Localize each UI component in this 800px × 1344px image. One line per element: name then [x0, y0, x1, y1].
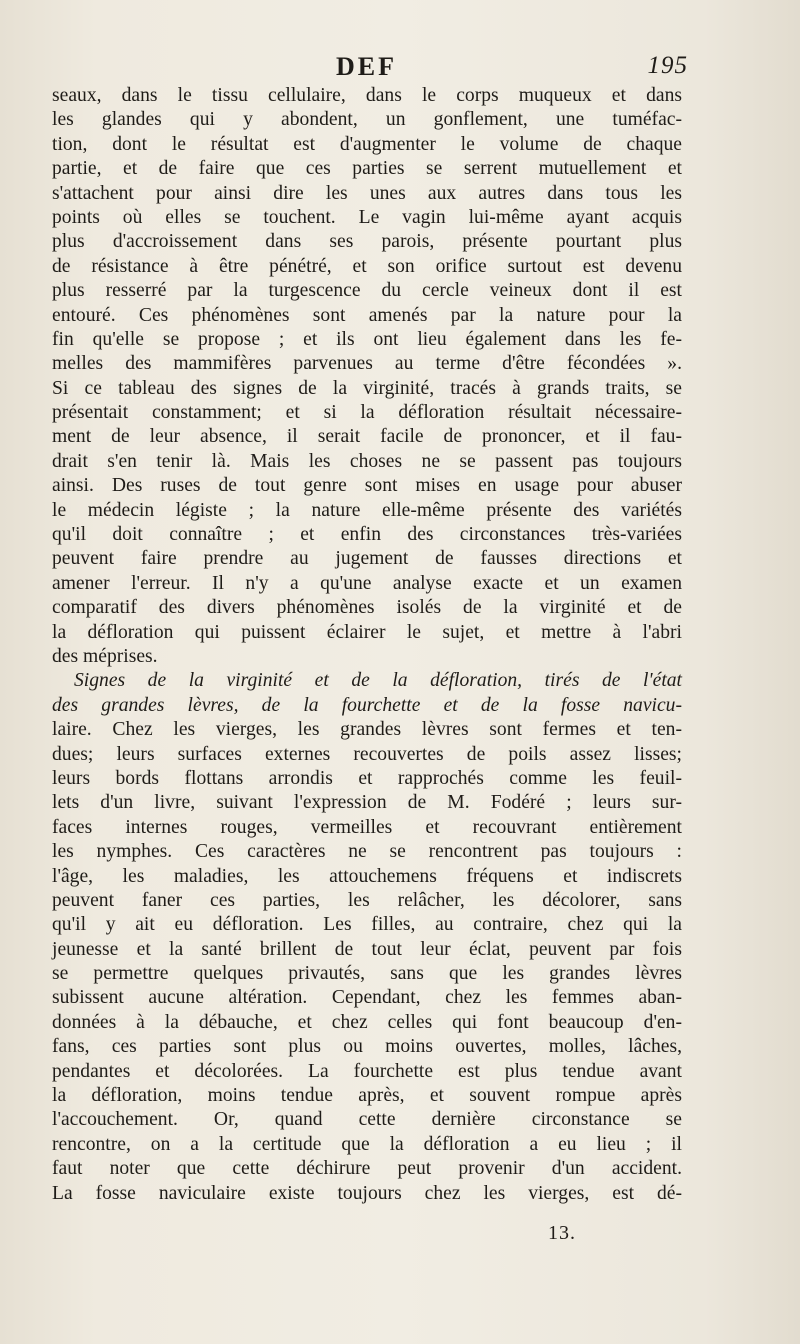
page-number: 195 [647, 52, 688, 79]
text-line: faces internes rouges, vermeilles et recouvrant entièrement [52, 816, 682, 838]
text-line: peuvent faner ces parties, les relâcher, les décolorer, sans [52, 889, 682, 911]
text-line: drait s'en tenir là. Mais les choses ne se passent pas toujours [52, 450, 682, 472]
text-line: ainsi. Des ruses de tout genre sont mises en usage pour abuser [52, 475, 682, 497]
text-line: dues; leurs surfaces externes recouvertes de poils assez lisses; [52, 743, 682, 765]
page-header [0, 52, 800, 88]
text-line: plus resserré par la turgescence du cercle veineux dont il est [52, 280, 682, 302]
body-text [52, 84, 682, 1206]
text-line: les glandes qui y abondent, un gonflement, une tuméfac- [52, 109, 682, 131]
text-line: entouré. Ces phénomènes sont amenés par la nature pour la [52, 304, 682, 326]
text-line: faut noter que cette déchirure peut provenir d'un accident. [52, 1158, 682, 1180]
text-line: lets d'un livre, suivant l'expression de M. Fodéré ; leurs sur- [52, 792, 682, 814]
text-line: subissent aucune altération. Cependant, chez les femmes aban- [52, 987, 682, 1009]
text-line: rencontre, on a la certitude que la défloration a eu lieu ; il [52, 1133, 682, 1155]
text-line: s'attachent pour ainsi dire les unes aux autres dans tous les [52, 182, 682, 204]
section-heading-line: des grandes lèvres, de la fourchette et de la fosse navicu- [52, 694, 682, 716]
text-line: tion, dont le résultat est d'augmenter le volume de chaque [52, 133, 682, 155]
text-line: le médecin légiste ; la nature elle-même présente des variétés [52, 499, 682, 521]
text-line: la défloration, moins tendue après, et souvent rompue après [52, 1085, 682, 1107]
text-line: plus d'accroissement dans ses parois, présente pourtant plus [52, 231, 682, 253]
text-line: présentait constamment; et si la défloration résultait nécessaire- [52, 402, 682, 424]
text-line: La fosse naviculaire existe toujours chez les vierges, est dé- [52, 1182, 682, 1204]
text-line: qu'il y ait eu défloration. Les filles, au contraire, chez qui la [52, 914, 682, 936]
text-line: la défloration qui puissent éclairer le sujet, et mettre à l'abri [52, 621, 682, 643]
text-line: points où elles se touchent. Le vagin lui-même ayant acquis [52, 206, 682, 228]
text-line: qu'il doit connaître ; et enfin des circonstances très-variées [52, 524, 682, 546]
text-line: de résistance à être pénétré, et son orifice surtout est devenu [52, 255, 682, 277]
text-line: laire. Chez les vierges, les grandes lèvres sont fermes et ten- [52, 719, 682, 741]
section-heading-line: Signes de la virginité et de la défloration, tirés de l'état [74, 670, 682, 692]
text-line: des méprises. [52, 645, 158, 667]
text-line: leurs bords flottans arrondis et rapprochés comme les feuil- [52, 767, 682, 789]
text-line: l'accouchement. Or, quand cette dernière circonstance se [52, 1109, 682, 1131]
running-title: DEF [336, 52, 397, 81]
text-line: l'âge, les maladies, les attouchemens fréquens et indiscrets [52, 865, 682, 887]
text-line: se permettre quelques privautés, sans que les grandes lèvres [52, 963, 682, 985]
text-line: les nymphes. Ces caractères ne se rencontrent pas toujours : [52, 841, 682, 863]
text-line: peuvent faire prendre au jugement de fausses directions et [52, 548, 682, 570]
text-line: pendantes et décolorées. La fourchette est plus tendue avant [52, 1060, 682, 1082]
text-line: Si ce tableau des signes de la virginité, tracés à grands traits, se [52, 377, 682, 399]
text-line: ment de leur absence, il serait facile de prononcer, et il fau- [52, 426, 682, 448]
text-line: melles des mammifères parvenues au terme d'être fécondées ». [52, 353, 682, 375]
text-line: amener l'erreur. Il n'y a qu'une analyse exacte et un examen [52, 572, 682, 594]
signature-mark: 13. [548, 1222, 576, 1244]
text-line: fin qu'elle se propose ; et ils ont lieu également dans les fe- [52, 328, 682, 350]
text-line: données à la débauche, et chez celles qui font beaucoup d'en- [52, 1011, 682, 1033]
text-line: comparatif des divers phénomènes isolés de la virginité et de [52, 597, 682, 619]
text-line: fans, ces parties sont plus ou moins ouvertes, molles, lâches, [52, 1036, 682, 1058]
text-line: seaux, dans le tissu cellulaire, dans le corps muqueux et dans [52, 85, 682, 106]
text-line: partie, et de faire que ces parties se serrent mutuellement et [52, 158, 682, 180]
text-line: jeunesse et la santé brillent de tout leur éclat, peuvent par fois [52, 938, 682, 960]
